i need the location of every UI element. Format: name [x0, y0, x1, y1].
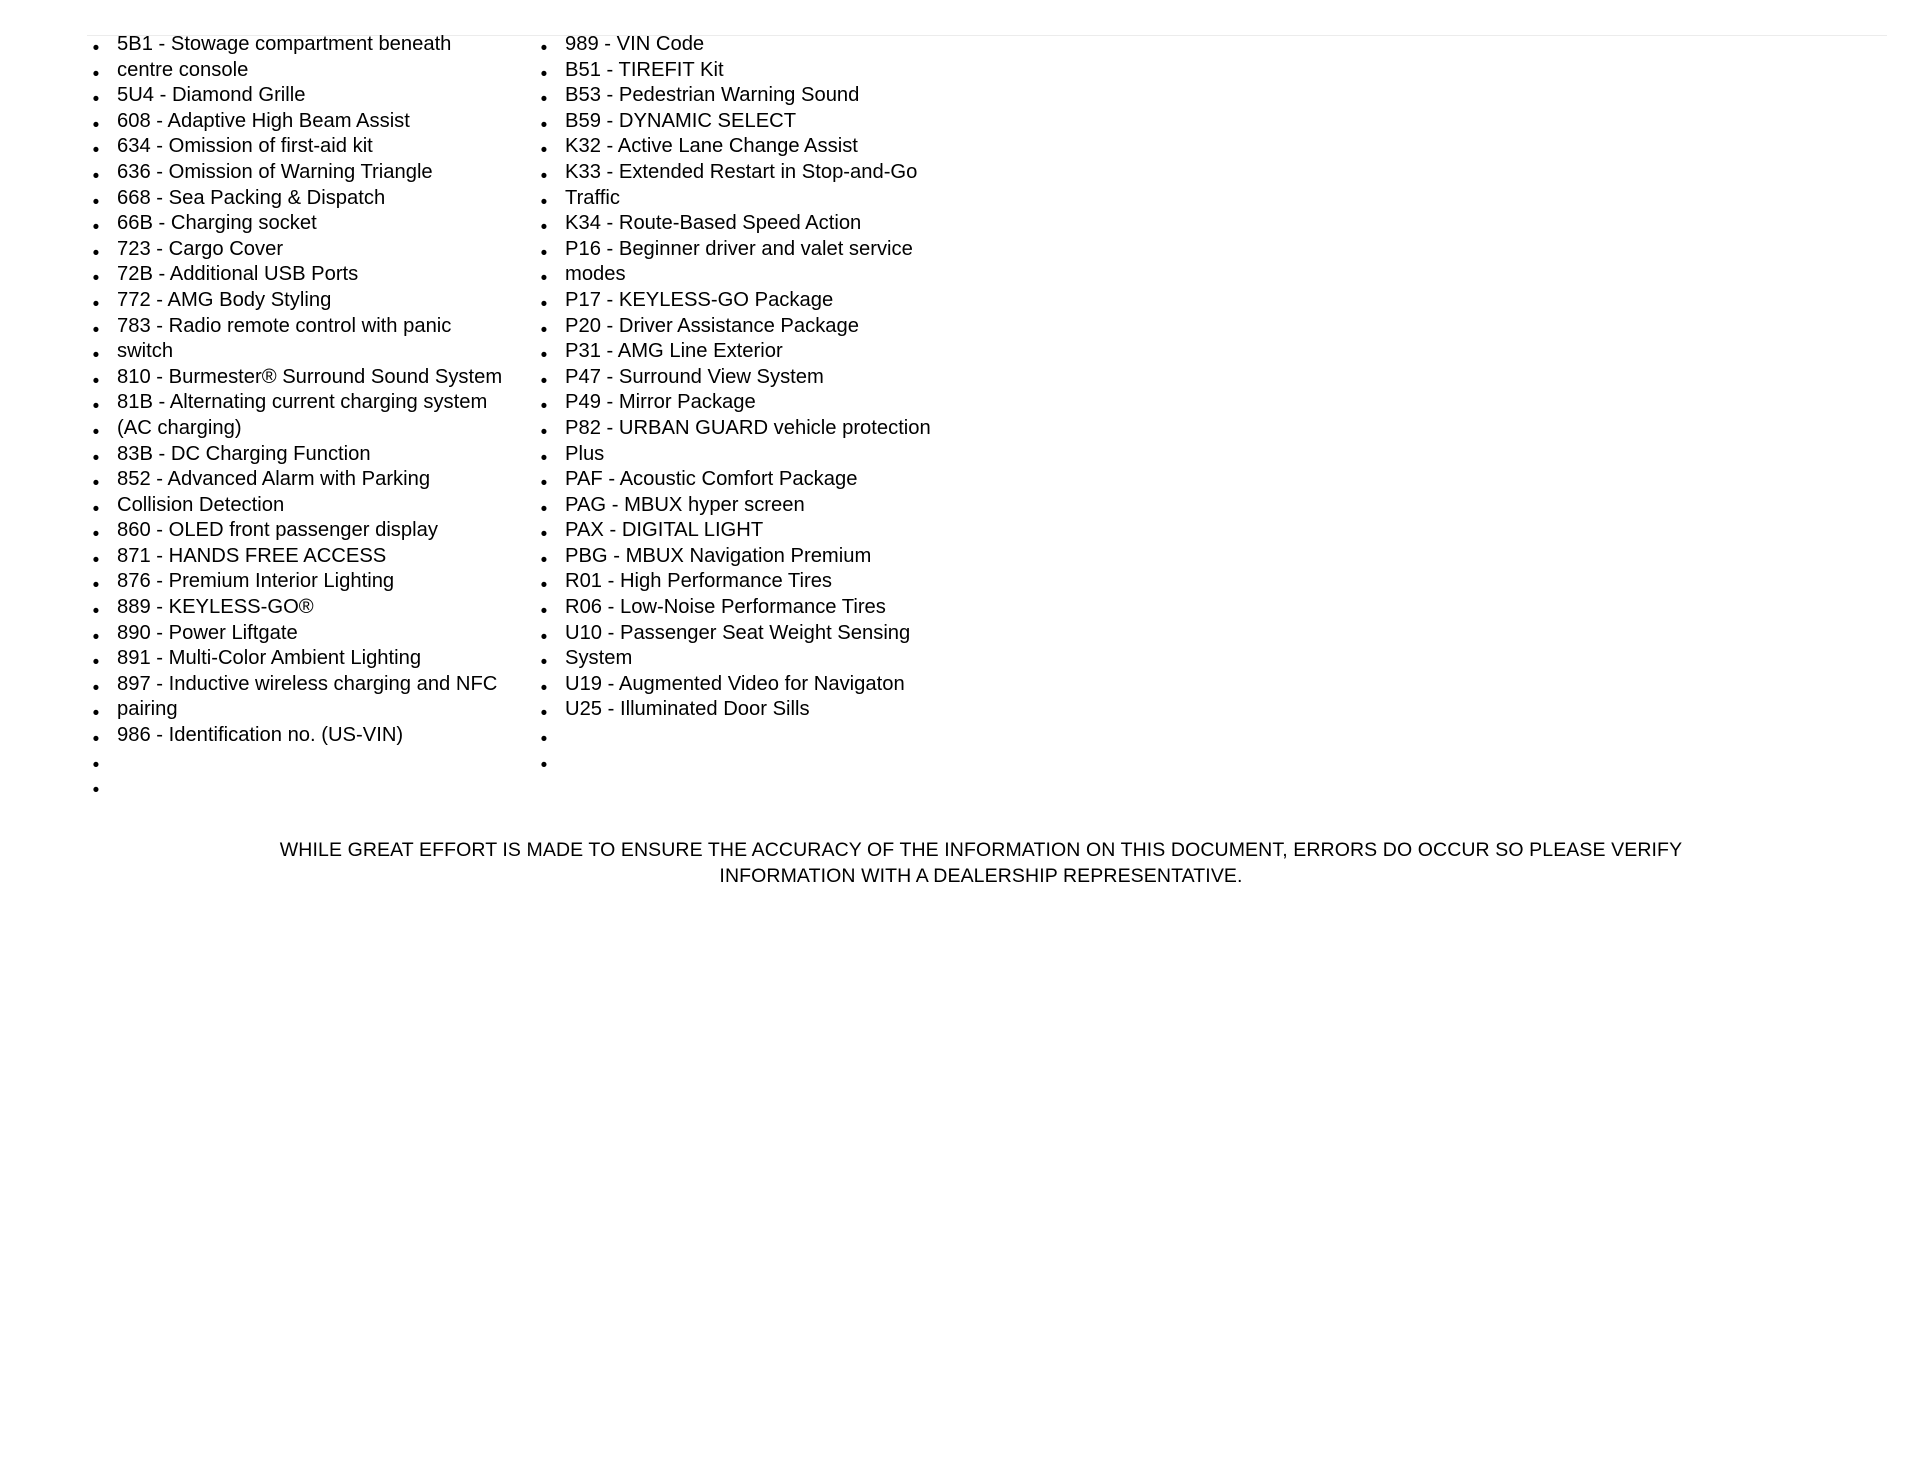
bullet-icon: • — [92, 242, 100, 264]
option-line: 871 - HANDS FREE ACCESS — [117, 544, 387, 567]
option-line: R01 - High Performance Tires — [565, 570, 833, 593]
option-line: 876 - Premium Interior Lighting — [117, 570, 395, 593]
option-line: Traffic — [565, 186, 620, 209]
bullet-icon: • — [540, 191, 548, 213]
bullet-icon: • — [540, 652, 548, 674]
option-line: 634 - Omission of first-aid kit — [117, 135, 373, 158]
bullet-icon: • — [540, 396, 548, 418]
bullet-icon: • — [540, 242, 548, 264]
disclaimer-line: WHILE GREAT EFFORT IS MADE TO ENSURE THE ACCURACY OF THE INFORMATION ON THIS DOCUMENT, ERRORS DO OCCUR SO PLEASE VERIFY — [279, 839, 1683, 861]
bullet-icon: • — [92, 38, 100, 59]
option-line: 890 - Power Liftgate — [117, 621, 298, 644]
bullet-icon: • — [92, 293, 100, 315]
option-line: 66B - Charging socket — [117, 212, 317, 235]
option-line: switch — [117, 340, 174, 363]
option-line: PAG - MBUX hyper screen — [565, 493, 805, 516]
disclaimer — [150, 838, 1812, 889]
bullet-icon: • — [92, 370, 100, 392]
option-line: 986 - Identification no. (US-VIN) — [117, 724, 404, 747]
bullet-icon: • — [92, 677, 100, 699]
option-line: P47 - Surround View System — [565, 365, 824, 388]
option-line: 897 - Inductive wireless charging and NFC — [117, 672, 498, 695]
column-2-bullets — [534, 36, 554, 778]
option-line: PAX - DIGITAL LIGHT — [565, 519, 764, 542]
bullet-icon: • — [92, 754, 100, 776]
disclaimer-line: INFORMATION WITH A DEALERSHIP REPRESENTATIVE. — [719, 864, 1243, 887]
option-line: (AC charging) — [117, 416, 242, 439]
option-line: 860 - OLED front passenger display — [117, 519, 438, 542]
bullet-icon: • — [92, 421, 100, 443]
option-line: P16 - Beginner driver and valet service — [565, 237, 913, 260]
bullet-icon: • — [92, 626, 100, 648]
option-line: K33 - Extended Restart in Stop-and-Go — [565, 160, 918, 183]
bullet-icon: • — [92, 268, 100, 290]
bullet-icon: • — [92, 780, 100, 802]
bullet-icon: • — [92, 345, 100, 367]
bullet-icon: • — [92, 473, 100, 495]
option-line: PAF - Acoustic Comfort Package — [565, 468, 858, 491]
option-line: K32 - Active Lane Change Assist — [565, 135, 858, 158]
bullet-icon: • — [540, 754, 548, 776]
bullet-icon: • — [540, 89, 548, 111]
option-line: 636 - Omission of Warning Triangle — [117, 160, 433, 183]
option-line: B59 - DYNAMIC SELECT — [565, 109, 797, 132]
bullet-icon: • — [92, 114, 100, 136]
option-line: modes — [565, 263, 626, 286]
option-line: 5U4 - Diamond Grille — [117, 84, 306, 107]
option-line: 810 - Burmester® Surround Sound System — [117, 365, 503, 388]
option-line: U10 - Passenger Seat Weight Sensing — [565, 621, 911, 644]
bullet-icon: • — [540, 165, 548, 187]
options-column-2 — [565, 32, 931, 723]
bullet-icon: • — [540, 140, 548, 162]
bullet-icon: • — [540, 114, 548, 136]
bullet-icon: • — [540, 421, 548, 443]
option-line: 772 - AMG Body Styling — [117, 288, 332, 311]
option-line: 723 - Cargo Cover — [117, 237, 284, 260]
option-line: P31 - AMG Line Exterior — [565, 340, 783, 363]
bullet-icon: • — [92, 396, 100, 418]
option-line: System — [565, 647, 633, 670]
bullet-icon: • — [540, 729, 548, 751]
bullet-icon: • — [92, 217, 100, 239]
bullet-icon: • — [540, 601, 548, 623]
bullet-icon: • — [92, 524, 100, 546]
bullet-icon: • — [92, 89, 100, 111]
option-line: Plus — [565, 442, 605, 465]
option-line: 783 - Radio remote control with panic — [117, 314, 452, 337]
bullet-icon: • — [92, 319, 100, 341]
bullet-icon: • — [92, 140, 100, 162]
option-line: R06 - Low-Noise Performance Tires — [565, 596, 886, 619]
bullet-icon: • — [540, 677, 548, 699]
bullet-icon: • — [92, 165, 100, 187]
option-line: U25 - Illuminated Door Sills — [565, 698, 810, 721]
bullet-icon: • — [540, 575, 548, 597]
options-column-1 — [117, 32, 502, 749]
option-line: Collision Detection — [117, 493, 285, 516]
option-line: U19 - Augmented Video for Navigaton — [565, 672, 905, 695]
bullet-icon: • — [540, 626, 548, 648]
option-line: 81B - Alternating current charging system — [117, 391, 488, 414]
option-line: P20 - Driver Assistance Package — [565, 314, 859, 337]
option-line: 5B1 - Stowage compartment beneath — [117, 33, 452, 55]
option-line: centre console — [117, 58, 249, 81]
option-line: 72B - Additional USB Ports — [117, 263, 359, 286]
option-line: PBG - MBUX Navigation Premium — [565, 544, 872, 567]
bullet-icon: • — [92, 191, 100, 213]
bullet-icon: • — [92, 652, 100, 674]
option-line: K34 - Route-Based Speed Action — [565, 212, 862, 235]
option-line: B51 - TIREFIT Kit — [565, 58, 724, 81]
option-line: P49 - Mirror Package — [565, 391, 756, 414]
bullet-icon: • — [540, 345, 548, 367]
option-line: 608 - Adaptive High Beam Assist — [117, 109, 410, 132]
column-1-bullets — [86, 36, 106, 804]
bullet-icon: • — [92, 729, 100, 751]
bullet-icon: • — [92, 549, 100, 571]
bullet-icon: • — [540, 703, 548, 725]
bullet-icon: • — [92, 575, 100, 597]
bullet-icon: • — [540, 38, 548, 59]
bullet-icon: • — [92, 601, 100, 623]
bullet-icon: • — [540, 293, 548, 315]
option-line: 852 - Advanced Alarm with Parking — [117, 468, 431, 491]
bullet-icon: • — [540, 319, 548, 341]
bullet-icon: • — [92, 63, 100, 85]
option-line: 891 - Multi-Color Ambient Lighting — [117, 647, 422, 670]
bullet-icon: • — [540, 63, 548, 85]
bullet-icon: • — [540, 268, 548, 290]
bullet-icon: • — [92, 447, 100, 469]
bullet-icon: • — [540, 549, 548, 571]
option-line: 83B - DC Charging Function — [117, 442, 371, 465]
bullet-icon: • — [540, 217, 548, 239]
option-line: 668 - Sea Packing & Dispatch — [117, 186, 386, 209]
bullet-icon: • — [540, 473, 548, 495]
bullet-icon: • — [540, 524, 548, 546]
option-line: pairing — [117, 698, 178, 721]
bullet-icon: • — [540, 370, 548, 392]
bullet-icon: • — [92, 703, 100, 725]
option-line: 989 - VIN Code — [565, 33, 705, 55]
option-line: B53 - Pedestrian Warning Sound — [565, 84, 860, 107]
bullet-icon: • — [540, 498, 548, 520]
option-line: P82 - URBAN GUARD vehicle protection — [565, 416, 931, 439]
option-line: P17 - KEYLESS-GO Package — [565, 288, 834, 311]
bullet-icon: • — [92, 498, 100, 520]
option-line: 889 - KEYLESS-GO® — [117, 596, 314, 619]
bullet-icon: • — [540, 447, 548, 469]
